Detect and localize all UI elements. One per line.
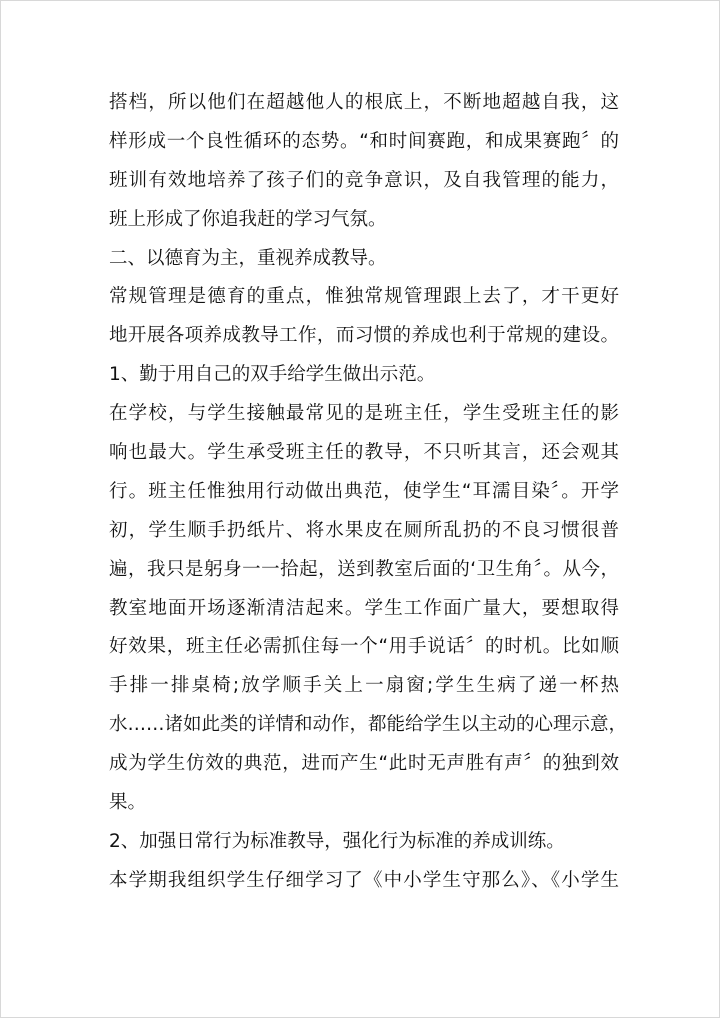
text-line: 本学期我组织学生仔细学习了《中小学生守那么》、《小学生 (109, 869, 619, 891)
subsection-heading: 2、加强日常行为标准教导，强化行为标准的养成训练。 (109, 830, 565, 852)
text-line: 行。班主任惟独用行动做出典范，使学生“耳濡目染〞。开学 (109, 480, 619, 502)
subsection-heading: 1、勤于用自己的双手给学生做出示范。 (109, 364, 436, 386)
text-line: 在学校，与学生接触最常见的是班主任，学生受班主任的影 (109, 403, 619, 425)
text-line: 班训有效地培养了孩子们的竞争意识，及自我管理的能力， (109, 169, 619, 191)
text-line: 常规管理是德育的重点，惟独常规管理跟上去了，才干更好 (109, 286, 619, 308)
text-line: 班上形成了你追我赶的学习气氛。 (109, 208, 387, 230)
text-line: 响也最大。学生承受班主任的教导，不只听其言，还会观其 (109, 442, 619, 464)
text-line: 样形成一个良性循环的态势。“和时间赛跑，和成果赛跑〞的 (109, 130, 619, 152)
text-line: 成为学生仿效的典范，进而产生“此时无声胜有声〞的独到效 (109, 753, 619, 775)
document-body (109, 84, 628, 901)
text-line: 水……诸如此类的详情和动作，都能给学生以主动的心理示意， (109, 714, 628, 736)
text-line: 教室地面开场逐渐清洁起来。学生工作面广量大，要想取得 (109, 597, 619, 619)
text-line: 遍，我只是躬身一一拾起，送到教室后面的‘卫生角〞。从今， (109, 558, 619, 580)
text-line: 手排一排桌椅;放学顺手关上一扇窗;学生生病了递一杯热 (109, 675, 619, 697)
text-line: 果。 (109, 792, 147, 814)
text-line: 好效果，班主任必需抓住每一个“用手说话〞的时机。比如顺 (109, 636, 619, 658)
text-line: 初，学生顺手扔纸片、将水果皮在厕所乱扔的不良习惯很普 (109, 519, 619, 541)
text-line: 搭档，所以他们在超越他人的根底上，不断地超越自我，这 (109, 92, 619, 113)
text-line: 地开展各项养成教导工作，而习惯的养成也利于常规的建设。 (109, 325, 619, 347)
section-heading: 二、以德育为主，重视养成教导。 (109, 247, 387, 269)
